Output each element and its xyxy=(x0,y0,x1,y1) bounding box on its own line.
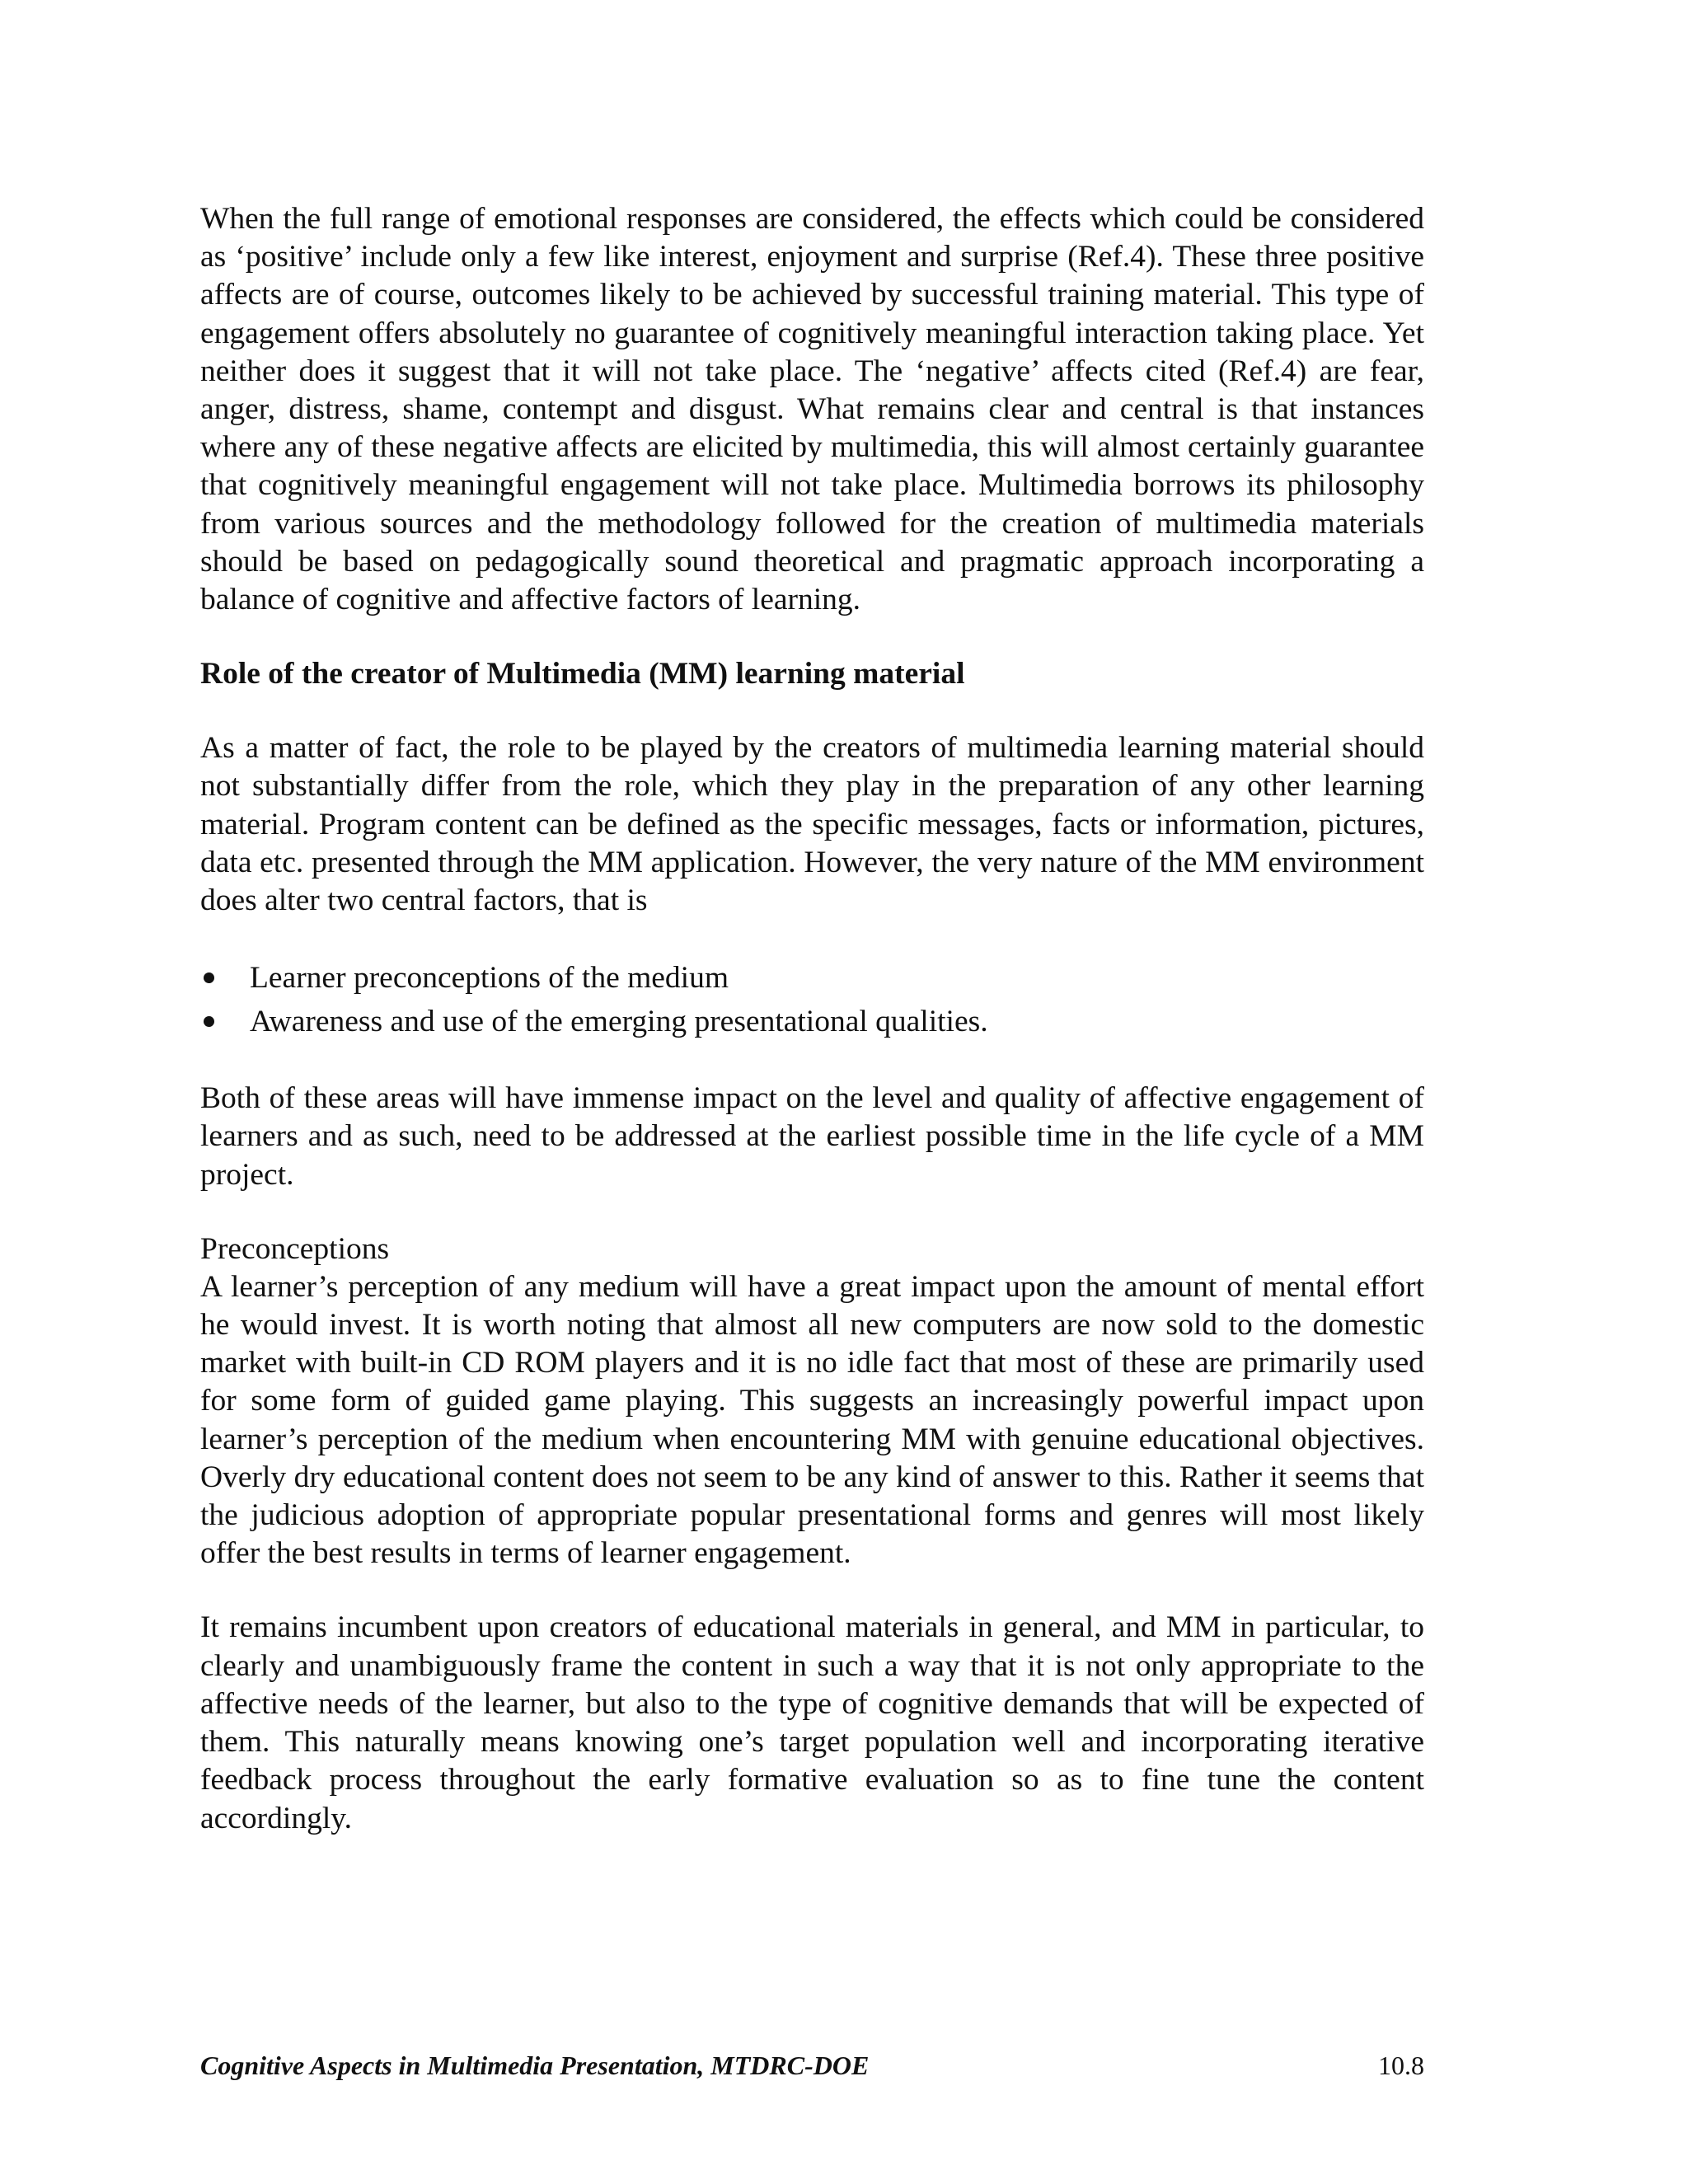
page-number: 10.8 xyxy=(1378,2050,1424,2080)
paragraph-closing: It remains incumbent upon creators of educational materials in general, and MM in particular, to clearly and unambiguously frame the content in such a way that it is not only appropriate to the affective needs of the learner, but also to the type of cognitive demands that will be expected of them. This naturally means knowing one’s target population well and incorporating iterative feedback process throughout the early formative evaluation so as to fine tune the content accordingly. xyxy=(200,1610,1424,1835)
bullet-list xyxy=(200,956,1424,1043)
bullet-icon xyxy=(204,972,214,983)
page-footer xyxy=(200,2050,1424,2081)
bullet-item xyxy=(200,1000,1424,1043)
footer-title: Cognitive Aspects in Multimedia Presentation, MTDRC-DOE xyxy=(200,2050,870,2080)
paragraph-preconceptions: A learner’s perception of any medium will have a great impact upon the amount of mental effort he would invest. It is worth noting that almost all new computers are now sold to the domestic market with built-in CD ROM players and it is no idle fact that most of these are primarily used for some form of guided game playing. This suggests an increasingly powerful impact upon learner’s perception of the medium when encountering MM with genuine educational objectives. Overly dry educational content does not seem to be any kind of answer to this. Rather it seems that the judicious adoption of appropriate popular presentational forms and genres will most likely offer the best results in terms of learner engagement. xyxy=(200,1269,1424,1571)
bullet-item xyxy=(200,956,1424,1000)
bullet-text: Learner preconceptions of the medium xyxy=(250,961,729,996)
section-heading: Role of the creator of Multimedia (MM) learning material xyxy=(200,657,965,691)
paragraph-role: As a matter of fact, the role to be played by the creators of multimedia learning material should not substantially differ from the role, which they play in the preparation of any other learning material. Program content can be defined as the specific messages, facts or information, pictures, data etc. presented through the MM application. However, the very nature of the MM environment does alter two central factors, that is xyxy=(200,731,1424,918)
bullet-icon xyxy=(204,1016,214,1027)
paragraph-intro: When the full range of emotional responses are considered, the effects which could be considered as ‘positive’ include only a few like interest, enjoyment and surprise (Ref.4). These three positive affects are of course, outcomes likely to be achieved by successful training material. This type of engagement offers absolutely no guarantee of cognitively meaningful interaction taking place. Yet neither does it suggest that it will not take place. The ‘negative’ affects cited (Ref.4) are fear, anger, distress, shame, contempt and disgust. What remains clear and central is that instances where any of these negative affects are elicited by multimedia, this will almost certainly guarantee that cognitively meaningful engagement will not take place. Multimedia borrows its philosophy from various sources and the methodology followed for the creation of multimedia materials should be based on pedagogically sound theoretical and pragmatic approach incorporating a balance of cognitive and affective factors of learning. xyxy=(200,202,1424,617)
subheading-preconceptions: Preconceptions xyxy=(200,1231,390,1266)
paragraph-impact: Both of these areas will have immense impact on the level and quality of affective engagement of learners and as such, need to be addressed at the earliest possible time in the life cycle of a MM project. xyxy=(200,1081,1424,1192)
bullet-text: Awareness and use of the emerging presentational qualities. xyxy=(250,1005,988,1039)
document-body xyxy=(200,200,1424,1838)
